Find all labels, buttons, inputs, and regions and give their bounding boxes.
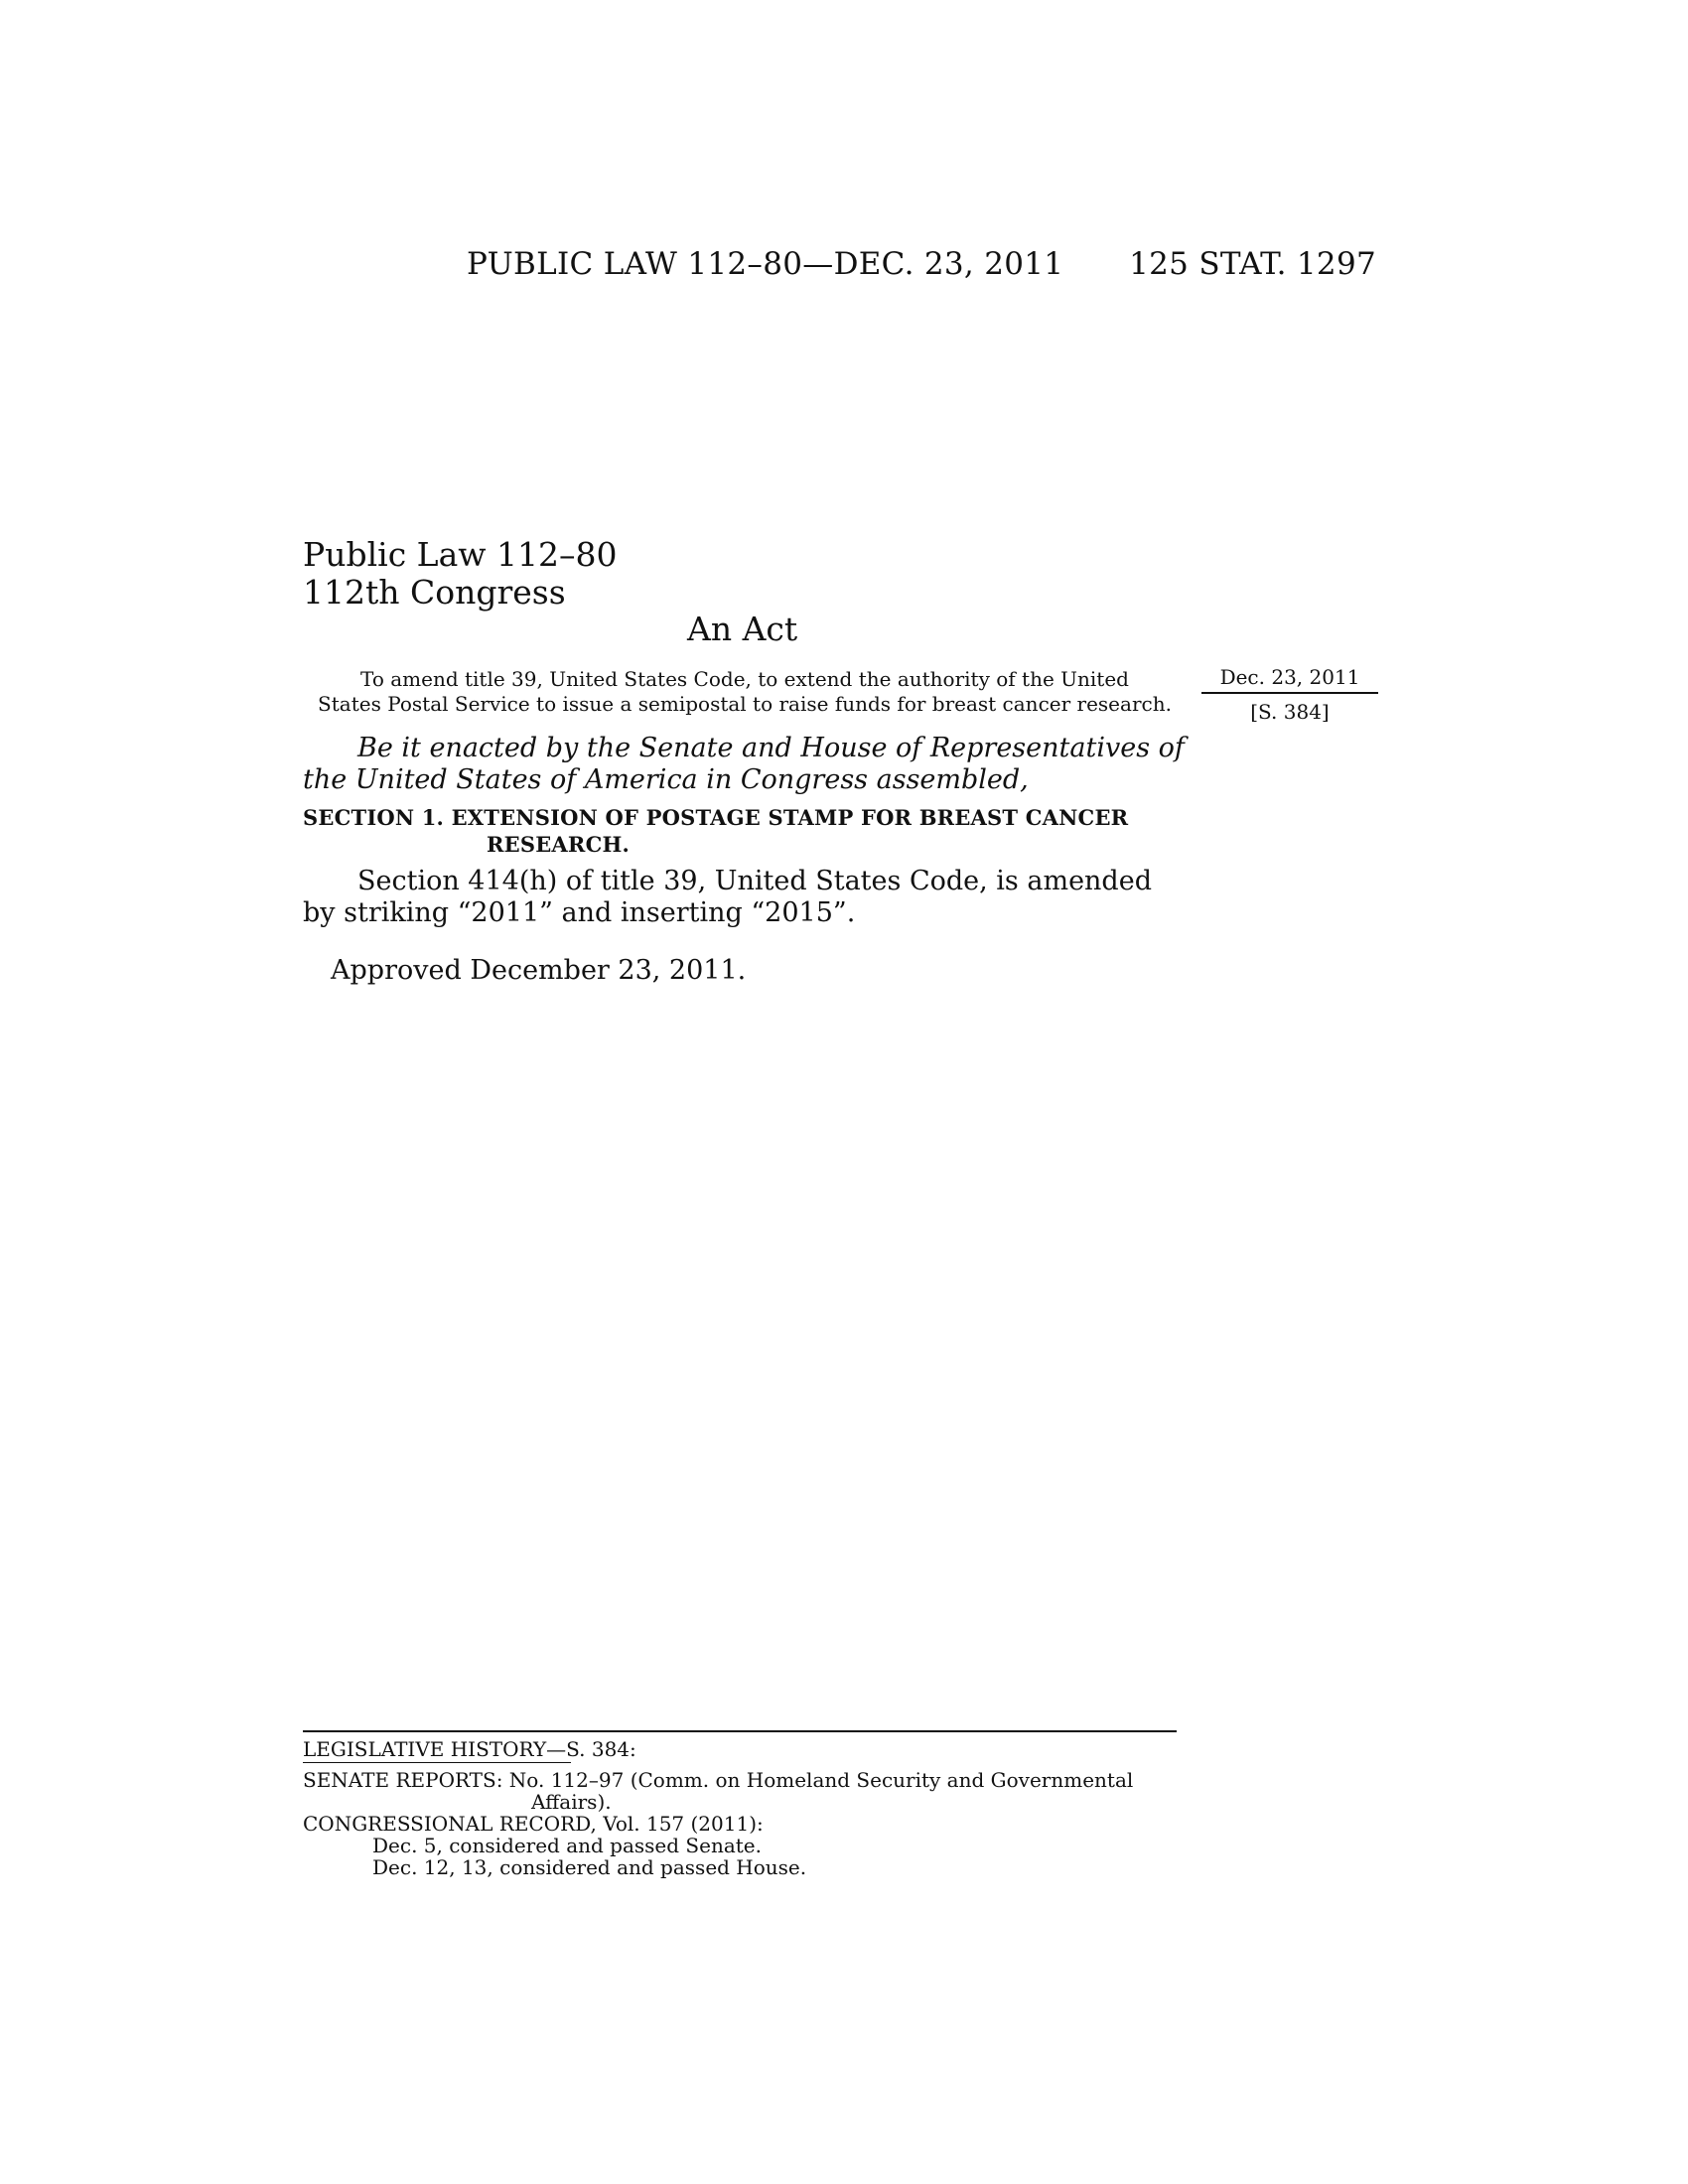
record-entry-house: Dec. 12, 13, considered and passed House. xyxy=(372,1855,807,1879)
legislative-history-notes xyxy=(303,1769,1177,1878)
senate-reports-line-1: SENATE REPORTS: No. 112–97 (Comm. on Homeland Security and Governmental xyxy=(303,1768,1134,1792)
footnote-divider xyxy=(303,1730,1177,1732)
congressional-record-line: CONGRESSIONAL RECORD, Vol. 157 (2011): xyxy=(303,1812,764,1836)
section-heading-line-1: SECTION 1. EXTENSION OF POSTAGE STAMP FOR BREAST CANCER xyxy=(303,805,1129,830)
senate-reports-line-2: Affairs). xyxy=(531,1790,612,1814)
public-law-title: Public Law 112–80 xyxy=(303,535,618,574)
enacting-clause-line-1: Be it enacted by the Senate and House of Representatives of xyxy=(357,733,1185,763)
margin-note xyxy=(1201,665,1378,724)
legislative-history-underline xyxy=(303,1762,571,1763)
approval-date: Approved December 23, 2011. xyxy=(331,955,747,986)
purpose-statement xyxy=(298,667,1192,717)
section-body-line-2: by striking “2011” and inserting “2015”. xyxy=(303,897,856,928)
section-body-line-1: Section 414(h) of title 39, United States Code, is amended xyxy=(357,866,1152,896)
section-heading-line-2: RESEARCH. xyxy=(487,832,631,857)
record-entry-senate: Dec. 5, considered and passed Senate. xyxy=(372,1834,762,1857)
section-body xyxy=(303,866,1177,929)
enacting-clause xyxy=(303,733,1185,796)
enacting-clause-line-2: the United States of America in Congress assembled, xyxy=(303,764,1029,795)
purpose-line-1: To amend title 39, United States Code, to extend the authority of the United xyxy=(360,667,1129,691)
congress-label: 112th Congress xyxy=(303,573,566,612)
section-heading xyxy=(303,804,1177,858)
legislative-history-heading: LEGISLATIVE HISTORY—S. 384: xyxy=(303,1737,636,1761)
margin-note-bill-number: [S. 384] xyxy=(1250,700,1330,724)
margin-note-date: Dec. 23, 2011 xyxy=(1201,665,1378,694)
an-act-heading: An Act xyxy=(687,610,798,648)
purpose-line-2: States Postal Service to issue a semipostal to raise funds for breast cancer research. xyxy=(318,692,1172,716)
running-header-stat-page: 125 STAT. 1297 xyxy=(1129,246,1376,282)
running-header-title: PUBLIC LAW 112–80—DEC. 23, 2011 xyxy=(467,246,1064,282)
